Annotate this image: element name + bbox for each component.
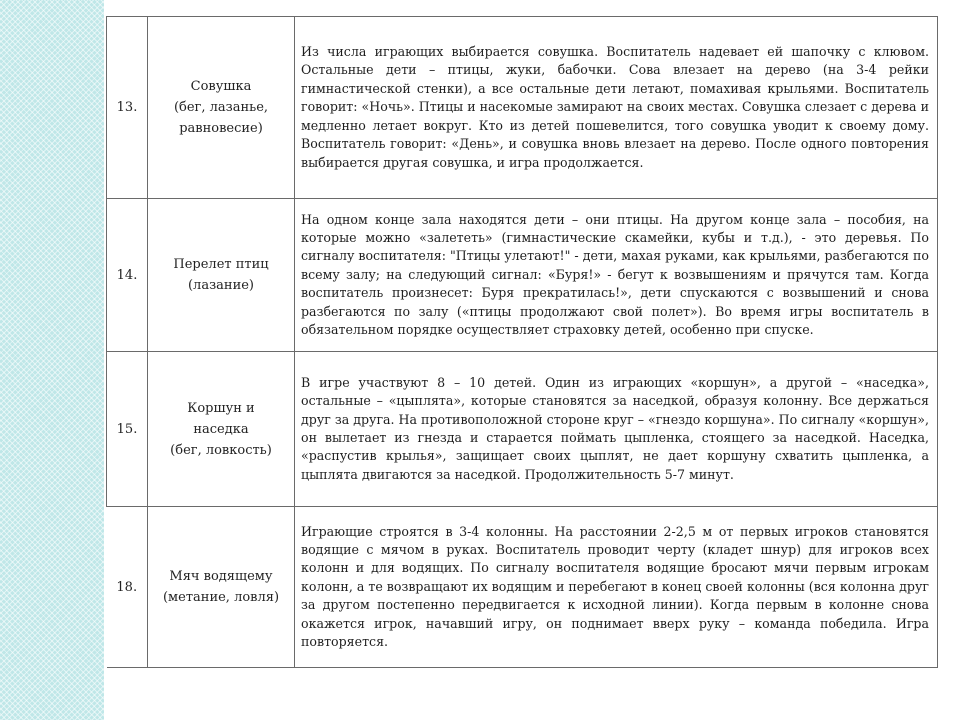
game-description: На одном конце зала находятся дети – они птицы. На другом конце зала – пособия, на которые можно «залететь» (гимнастические скамейки, кубы и т.д.), - это деревья. По сигналу воспитателя: "Птицы улетают!" - дети, махая руками, как крыльями, разбегаются по всему залу; на следующий сигнал: «Буря!» - бегут к возвышениям и прячутся там. Когда воспитатель произнесет: Буря прекратилась!», дети спускаются с возвышений и снова разбегаются по залу («птицы продолжают свой полет»). Во время игры воспитатель в обязательном порядке осуществляет страховку детей, особенно при спуске. [301, 211, 929, 338]
game-name-line: Мяч водящему [169, 569, 273, 584]
game-name-line: Совушка [190, 79, 252, 94]
table-row [107, 17, 938, 199]
games-table [106, 16, 938, 668]
game-name-line: Перелет птиц [173, 257, 269, 272]
row-number: 18. [107, 507, 148, 668]
decorative-left-band [0, 0, 104, 720]
game-description-cell [295, 17, 938, 199]
row-number: 15. [107, 352, 148, 507]
game-name [148, 17, 295, 199]
game-description: Из числа играющих выбирается совушка. Воспитатель надевает ей шапочку с клювом. Остальные дети – птицы, жуки, бабочки. Сова влезает на дерево (на 3-4 рейки гимнастической стенки), а все остальные дети летают, помахивая крыльями. Воспитатель говорит: «Ночь». Птицы и насекомые замирают на своих местах. Совушка слезает с дерева и медленно летает вокруг. Кто из детей пошевелится, того совушка уводит к своему дому. Воспитатель говорит: «День», и совушка вновь влезает на дерево. После одного повторения выбирается другая совушка, и игра продолжается. [301, 44, 929, 170]
game-name [148, 507, 295, 668]
game-name-line: (бег, лазанье, [173, 100, 269, 115]
table-row [107, 199, 938, 352]
game-description: В игре участвуют 8 – 10 детей. Один из играющих «коршун», а другой – «наседка», остальные – «цыплята», которые становятся за наседкой, образуя колонну. Все держаться друг за друга. На противоположной стороне круг – «гнездо коршуна». По сигналу «коршун», он вылетает из гнезда и старается поймать цыпленка, стоящего за наседкой. Наседка, «распустив крылья», защищает своих цыплят, не дает коршуну схватить цыпленка, а цыплята двигаются за наседкой. Продолжительность 5-7 минут. [301, 374, 929, 482]
game-name [148, 199, 295, 352]
game-name [148, 352, 295, 507]
table-row [107, 507, 938, 668]
row-number: 14. [107, 199, 148, 352]
game-name-line: наседка [193, 421, 249, 437]
games-table-container [106, 16, 936, 668]
game-name-line: равновесие) [179, 121, 263, 136]
table-row [107, 352, 938, 507]
row-number: 13. [107, 17, 148, 199]
game-name-line: Коршун и [187, 400, 255, 416]
game-name-line: (бег, ловкость) [170, 442, 272, 458]
game-name-line: (метание, ловля) [162, 590, 280, 605]
game-description-cell [295, 352, 938, 507]
game-name-line: (лазание) [187, 278, 254, 293]
game-description-cell [295, 507, 938, 668]
game-description-cell [295, 199, 938, 352]
game-description: Играющие строятся в 3-4 колонны. На расстоянии 2-2,5 м от первых игроков становятся водящие с мячом в руках. Воспитатель проводит черту (кладет шнур) для игроков всех колонн и для водящих. По сигналу воспитателя водящие бросают мячи первым игрокам колонн, а те возвращают их водящим и перебегают в конец своей колонны (вся колонна друг за другом постепенно передвигается к исходной линии). Когда первым в колонне снова окажется игрок, начавший игру, он поднимает вверх руку – команда победила. Игра повторяется. [301, 523, 929, 650]
